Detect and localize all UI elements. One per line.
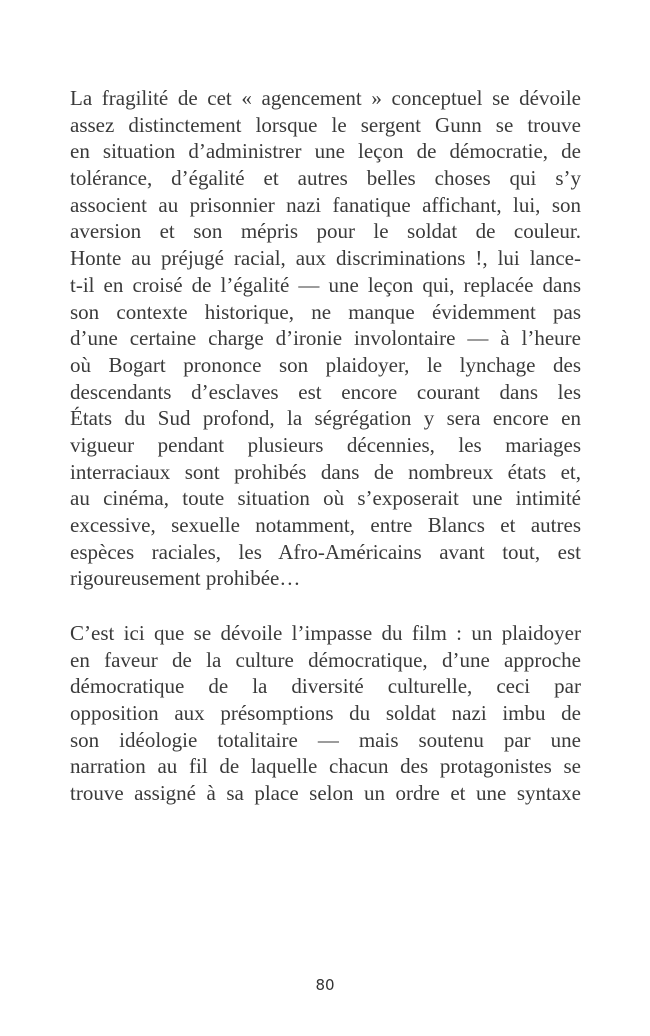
text-line: en faveur de la culture démocratique, d’une approche (70, 647, 581, 672)
text-line: tolérance, d’égalité et autres belles choses qui s’y (70, 166, 581, 191)
text-line: d’une certaine charge d’ironie involontaire — à l’heure (70, 326, 581, 351)
text-line: au cinéma, toute situation où s’exposerait une intimité (70, 486, 581, 511)
text-line: narration au fil de laquelle chacun des protagonistes se (70, 754, 581, 779)
text-line: descendants d’esclaves est encore courant dans les (70, 379, 581, 404)
text-line: t-il en croisé de l’égalité — une leçon qui, replacée dans (70, 272, 581, 297)
text-line: assez distinctement lorsque le sergent Gunn se trouve (70, 112, 581, 137)
text-line: en situation d’administrer une leçon de démocratie, de (70, 139, 581, 164)
text-line: espèces raciales, les Afro-Américains avant tout, est (70, 539, 581, 564)
text-line: où Bogart prononce son plaidoyer, le lynchage des (70, 352, 581, 377)
paragraph-1 (70, 85, 581, 592)
text-line: trouve assigné à sa place selon un ordre et une syntaxe (70, 781, 581, 806)
text-line: opposition aux présomptions du soldat nazi imbu de (70, 701, 581, 726)
text-line: son idéologie totalitaire — mais soutenu par une (70, 727, 581, 752)
text-line: aversion et son mépris pour le soldat de couleur. (70, 219, 581, 244)
text-line: Honte au préjugé racial, aux discriminations !, lui lance- (70, 246, 581, 271)
text-line: La fragilité de cet « agencement » conceptuel se dévoile (70, 86, 581, 110)
text-line: excessive, sexuelle notamment, entre Blancs et autres (70, 513, 581, 537)
text-line: démocratique de la diversité culturelle, ceci par (70, 674, 581, 699)
paragraph-2 (70, 620, 581, 807)
text-line: interraciaux sont prohibés dans de nombreux états et, (70, 459, 581, 484)
text-line: C’est ici que se dévoile l’impasse du film : un plaidoyer (70, 621, 581, 645)
page-number: 80 (315, 976, 335, 994)
text-line: États du Sud profond, la ségrégation y sera encore en (70, 406, 581, 431)
text-line: son contexte historique, ne manque évidemment pas (70, 299, 581, 324)
text-line: associent au prisonnier nazi fanatique affichant, lui, son (70, 192, 581, 217)
text-line: rigoureusement prohibée… (70, 566, 301, 591)
text-line: vigueur pendant plusieurs décennies, les mariages (70, 432, 581, 457)
